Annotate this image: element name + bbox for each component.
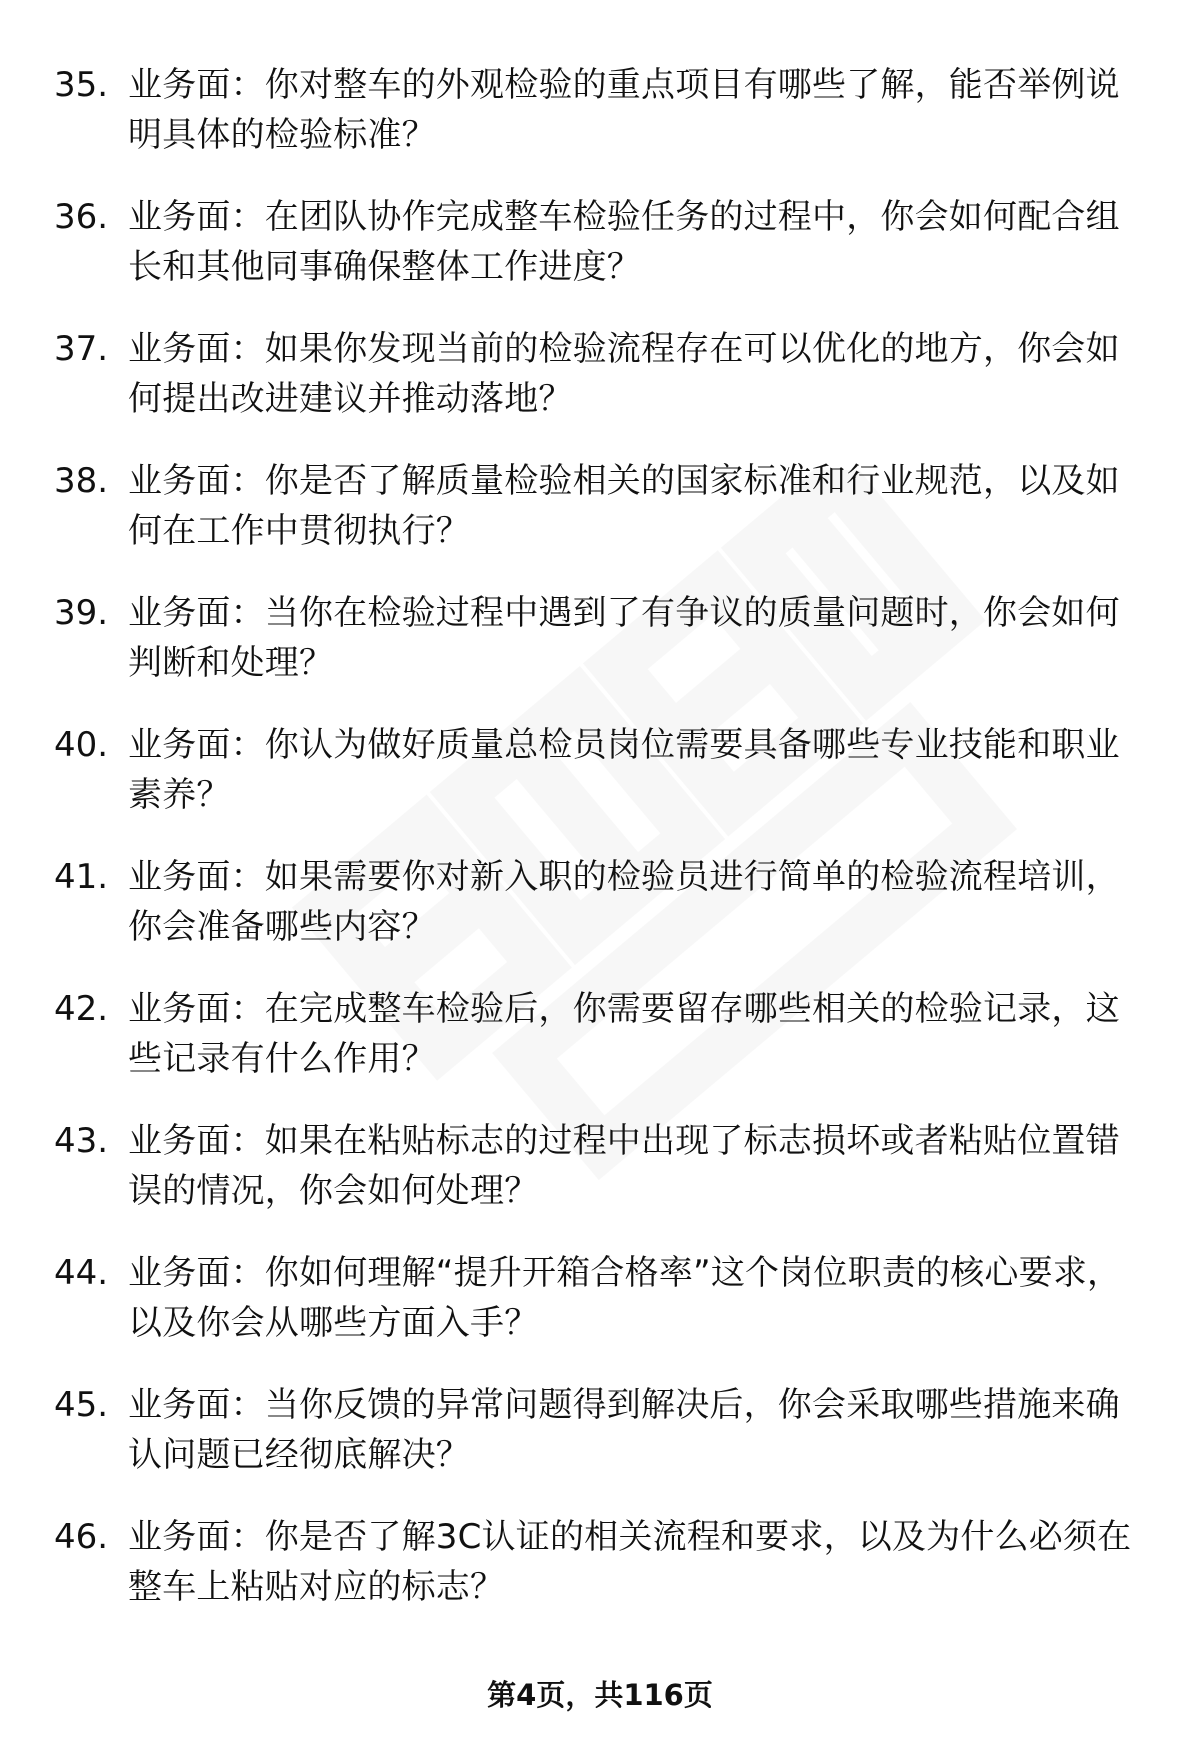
question-text: 业务面：如果你发现当前的检验流程存在可以优化的地方，你会如何提出改进建议并推动落地？: [128, 329, 1120, 419]
question-text: 业务面：当你在检验过程中遇到了有争议的质量问题时，你会如何判断和处理？: [128, 593, 1120, 683]
question-number: 37.: [54, 329, 109, 369]
question-text: 业务面：你如何理解“提升开箱合格率”这个岗位职责的核心要求，以及你会从哪些方面入手？: [128, 1253, 1122, 1343]
question-number: 35.: [54, 65, 109, 105]
list-item: [0, 580, 1200, 712]
question-list: [0, 52, 1200, 1636]
list-item: [0, 184, 1200, 316]
question-number: 36.: [54, 197, 109, 237]
page-number: 第4页，共116页: [487, 1678, 713, 1712]
question-number: 38.: [54, 461, 109, 501]
question-number: 40.: [54, 725, 109, 765]
list-item: [0, 1372, 1200, 1504]
list-item: [0, 976, 1200, 1108]
list-item: [0, 1240, 1200, 1372]
question-text: 业务面：如果需要你对新入职的检验员进行简单的检验流程培训，你会准备哪些内容？: [128, 857, 1120, 947]
question-number: 44.: [54, 1253, 109, 1293]
question-text: 业务面：你是否了解质量检验相关的国家标准和行业规范，以及如何在工作中贯彻执行？: [128, 461, 1120, 551]
question-text: 业务面：你对整车的外观检验的重点项目有哪些了解，能否举例说明具体的检验标准？: [128, 65, 1120, 155]
question-text: 业务面：你是否了解3C认证的相关流程和要求，以及为什么必须在整车上粘贴对应的标志？: [128, 1517, 1132, 1607]
list-item: [0, 1504, 1200, 1636]
question-text: 业务面：在团队协作完成整车检验任务的过程中，你会如何配合组长和其他同事确保整体工作进度？: [128, 197, 1120, 287]
list-item: [0, 448, 1200, 580]
list-item: [0, 316, 1200, 448]
question-number: 46.: [54, 1517, 109, 1557]
question-text: 业务面：当你反馈的异常问题得到解决后，你会采取哪些措施来确认问题已经彻底解决？: [128, 1385, 1120, 1475]
list-item: [0, 1108, 1200, 1240]
question-number: 42.: [54, 989, 109, 1029]
list-item: [0, 712, 1200, 844]
list-item: [0, 52, 1200, 184]
question-text: 业务面：如果在粘贴标志的过程中出现了标志损坏或者粘贴位置错误的情况，你会如何处理？: [128, 1121, 1120, 1211]
question-number: 45.: [54, 1385, 109, 1425]
question-text: 业务面：你认为做好质量总检员岗位需要具备哪些专业技能和职业素养？: [128, 725, 1120, 815]
question-text: 业务面：在完成整车检验后，你需要留存哪些相关的检验记录，这些记录有什么作用？: [128, 989, 1120, 1079]
list-item: [0, 844, 1200, 976]
question-number: 41.: [54, 857, 109, 897]
question-number: 43.: [54, 1121, 109, 1161]
question-number: 39.: [54, 593, 109, 633]
